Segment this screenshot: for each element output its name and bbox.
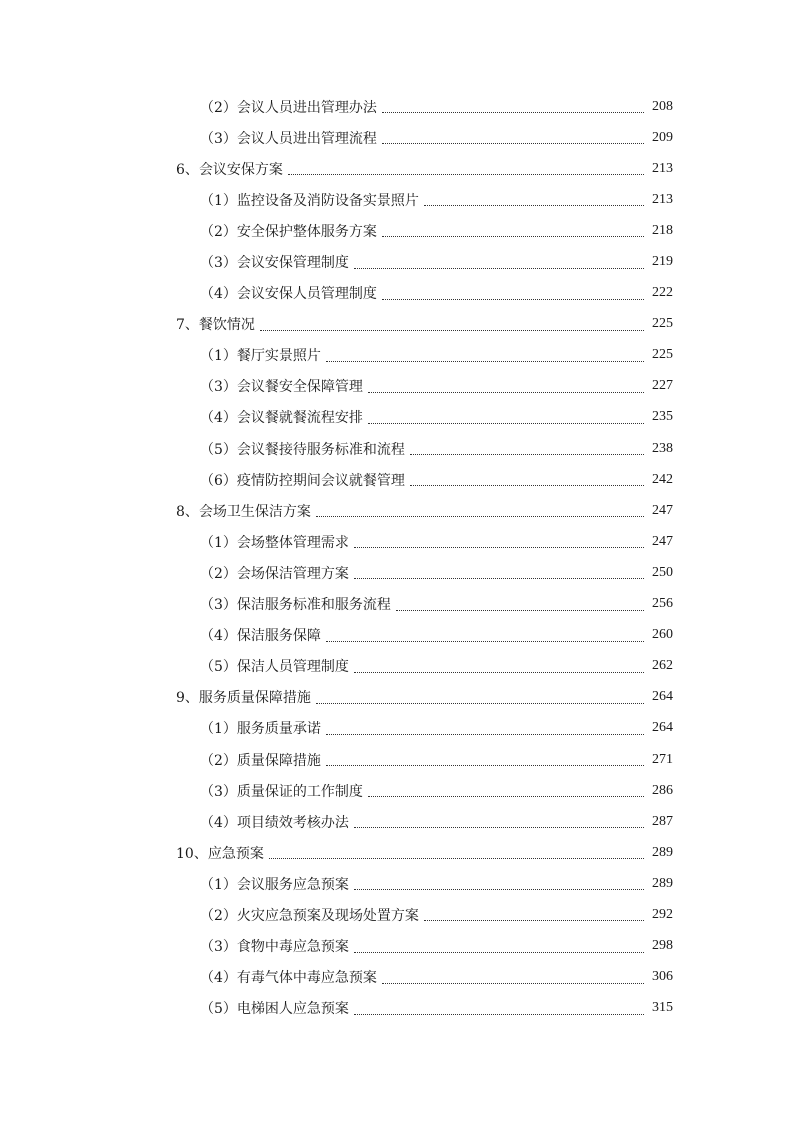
toc-dot-leader — [354, 1004, 644, 1015]
toc-entry-title: 10、应急预案 — [176, 845, 264, 862]
toc-entry[interactable] — [0, 464, 793, 495]
toc-entry-page-number: 213 — [652, 160, 673, 176]
toc-entry-page-number: 306 — [652, 969, 673, 985]
toc-entry-page-number: 219 — [652, 254, 673, 270]
toc-entry-page-number: 286 — [652, 782, 673, 798]
toc-entry[interactable] — [0, 402, 793, 433]
toc-entry-title: 6、会议安保方案 — [176, 161, 283, 178]
toc-entry-page-number: 225 — [652, 347, 673, 363]
toc-entry-title: （1）监控设备及消防设备实景照片 — [200, 192, 419, 209]
toc-entry-page-number: 287 — [652, 813, 673, 829]
toc-entry[interactable] — [0, 278, 793, 309]
toc-dot-leader — [424, 195, 644, 206]
toc-entry-title: 7、餐饮情况 — [176, 317, 255, 334]
toc-entry-title: （2）会场保洁管理方案 — [200, 565, 349, 582]
toc-dot-leader — [260, 320, 644, 331]
toc-entry[interactable] — [0, 91, 793, 122]
toc-entry[interactable] — [0, 931, 793, 962]
toc-entry[interactable] — [0, 246, 793, 277]
toc-entry[interactable] — [0, 433, 793, 464]
toc-entry-title: （3）会议餐安全保障管理 — [200, 379, 363, 396]
toc-dot-leader — [354, 879, 644, 890]
toc-entry-title: （3）会议人员进出管理流程 — [200, 130, 377, 147]
toc-entry-page-number: 247 — [652, 502, 673, 518]
toc-entry[interactable] — [0, 837, 793, 868]
toc-entry-title: （1）会议服务应急预案 — [200, 876, 349, 893]
toc-entry[interactable] — [0, 713, 793, 744]
toc-entry[interactable] — [0, 557, 793, 588]
toc-entry-page-number: 213 — [652, 191, 673, 207]
toc-entry[interactable] — [0, 651, 793, 682]
toc-entry[interactable] — [0, 371, 793, 402]
toc-entry[interactable] — [0, 184, 793, 215]
toc-entry-page-number: 256 — [652, 596, 673, 612]
toc-entry-page-number: 292 — [652, 906, 673, 922]
toc-entry-page-number: 289 — [652, 875, 673, 891]
toc-dot-leader — [326, 631, 644, 642]
toc-entry-title: （6）疫情防控期间会议就餐管理 — [200, 472, 405, 489]
toc-entry-page-number: 225 — [652, 316, 673, 332]
toc-dot-leader — [326, 755, 644, 766]
table-of-contents — [0, 91, 793, 1024]
toc-entry-title: （4）项目绩效考核办法 — [200, 814, 349, 831]
toc-dot-leader — [396, 600, 644, 611]
toc-entry-page-number: 264 — [652, 689, 673, 705]
toc-entry-title: （2）火灾应急预案及现场处置方案 — [200, 907, 419, 924]
toc-dot-leader — [410, 444, 644, 455]
toc-dot-leader — [269, 848, 644, 859]
toc-dot-leader — [354, 662, 644, 673]
toc-entry-title: （4）会议餐就餐流程安排 — [200, 410, 363, 427]
toc-dot-leader — [354, 568, 644, 579]
toc-entry-page-number: 242 — [652, 471, 673, 487]
toc-entry[interactable] — [0, 526, 793, 557]
toc-entry-page-number: 262 — [652, 658, 673, 674]
toc-entry-title: （3）质量保证的工作制度 — [200, 783, 363, 800]
toc-entry-title: （1）服务质量承诺 — [200, 721, 321, 738]
toc-dot-leader — [382, 289, 644, 300]
toc-entry-title: （4）有毒气体中毒应急预案 — [200, 970, 377, 987]
toc-dot-leader — [368, 382, 644, 393]
toc-dot-leader — [288, 164, 644, 175]
toc-entry[interactable] — [0, 962, 793, 993]
toc-entry-title: （5）会议餐接待服务标准和流程 — [200, 441, 405, 458]
toc-dot-leader — [354, 537, 644, 548]
toc-entry-page-number: 264 — [652, 720, 673, 736]
toc-entry-title: 9、服务质量保障措施 — [176, 690, 311, 707]
toc-entry-page-number: 289 — [652, 844, 673, 860]
toc-entry-title: 8、会场卫生保洁方案 — [176, 503, 311, 520]
toc-dot-leader — [354, 258, 644, 269]
toc-entry[interactable] — [0, 744, 793, 775]
toc-entry-title: （5）保洁人员管理制度 — [200, 659, 349, 676]
toc-entry-page-number: 298 — [652, 938, 673, 954]
toc-entry[interactable] — [0, 495, 793, 526]
toc-entry-title: （3）会议安保管理制度 — [200, 255, 349, 272]
toc-entry-page-number: 208 — [652, 98, 673, 114]
toc-entry-title: （5）电梯困人应急预案 — [200, 1001, 349, 1018]
toc-dot-leader — [354, 942, 644, 953]
toc-dot-leader — [382, 102, 644, 113]
toc-entry[interactable] — [0, 215, 793, 246]
toc-entry[interactable] — [0, 589, 793, 620]
toc-dot-leader — [354, 817, 644, 828]
toc-dot-leader — [326, 351, 644, 362]
toc-entry-title: （2）会议人员进出管理办法 — [200, 99, 377, 116]
toc-dot-leader — [410, 475, 644, 486]
toc-entry-page-number: 227 — [652, 378, 673, 394]
toc-entry[interactable] — [0, 775, 793, 806]
toc-dot-leader — [382, 973, 644, 984]
toc-entry[interactable] — [0, 340, 793, 371]
toc-entry-title: （4）保洁服务保障 — [200, 628, 321, 645]
toc-entry[interactable] — [0, 868, 793, 899]
toc-entry-title: （1）餐厅实景照片 — [200, 348, 321, 365]
toc-entry[interactable] — [0, 806, 793, 837]
toc-dot-leader — [382, 133, 644, 144]
toc-entry-page-number: 260 — [652, 627, 673, 643]
toc-entry[interactable] — [0, 122, 793, 153]
toc-entry-title: （3）食物中毒应急预案 — [200, 939, 349, 956]
toc-entry[interactable] — [0, 620, 793, 651]
toc-entry-page-number: 209 — [652, 129, 673, 145]
toc-entry-page-number: 271 — [652, 751, 673, 767]
toc-entry-title: （2）安全保护整体服务方案 — [200, 223, 377, 240]
toc-entry-title: （1）会场整体管理需求 — [200, 534, 349, 551]
toc-entry[interactable] — [0, 309, 793, 340]
toc-dot-leader — [368, 786, 644, 797]
toc-dot-leader — [368, 413, 644, 424]
toc-entry[interactable] — [0, 993, 793, 1024]
toc-entry[interactable] — [0, 153, 793, 184]
toc-entry-title: （2）质量保障措施 — [200, 752, 321, 769]
toc-dot-leader — [316, 693, 644, 704]
toc-dot-leader — [382, 226, 644, 237]
toc-entry-title: （3）保洁服务标准和服务流程 — [200, 597, 391, 614]
toc-dot-leader — [316, 506, 644, 517]
toc-entry-page-number: 222 — [652, 285, 673, 301]
toc-entry-title: （4）会议安保人员管理制度 — [200, 286, 377, 303]
toc-entry[interactable] — [0, 899, 793, 930]
toc-entry-page-number: 315 — [652, 1000, 673, 1016]
toc-entry[interactable] — [0, 682, 793, 713]
toc-entry-page-number: 247 — [652, 533, 673, 549]
toc-dot-leader — [326, 724, 644, 735]
toc-dot-leader — [424, 910, 644, 921]
toc-entry-page-number: 250 — [652, 564, 673, 580]
toc-entry-page-number: 235 — [652, 409, 673, 425]
toc-entry-page-number: 238 — [652, 440, 673, 456]
toc-entry-page-number: 218 — [652, 222, 673, 238]
